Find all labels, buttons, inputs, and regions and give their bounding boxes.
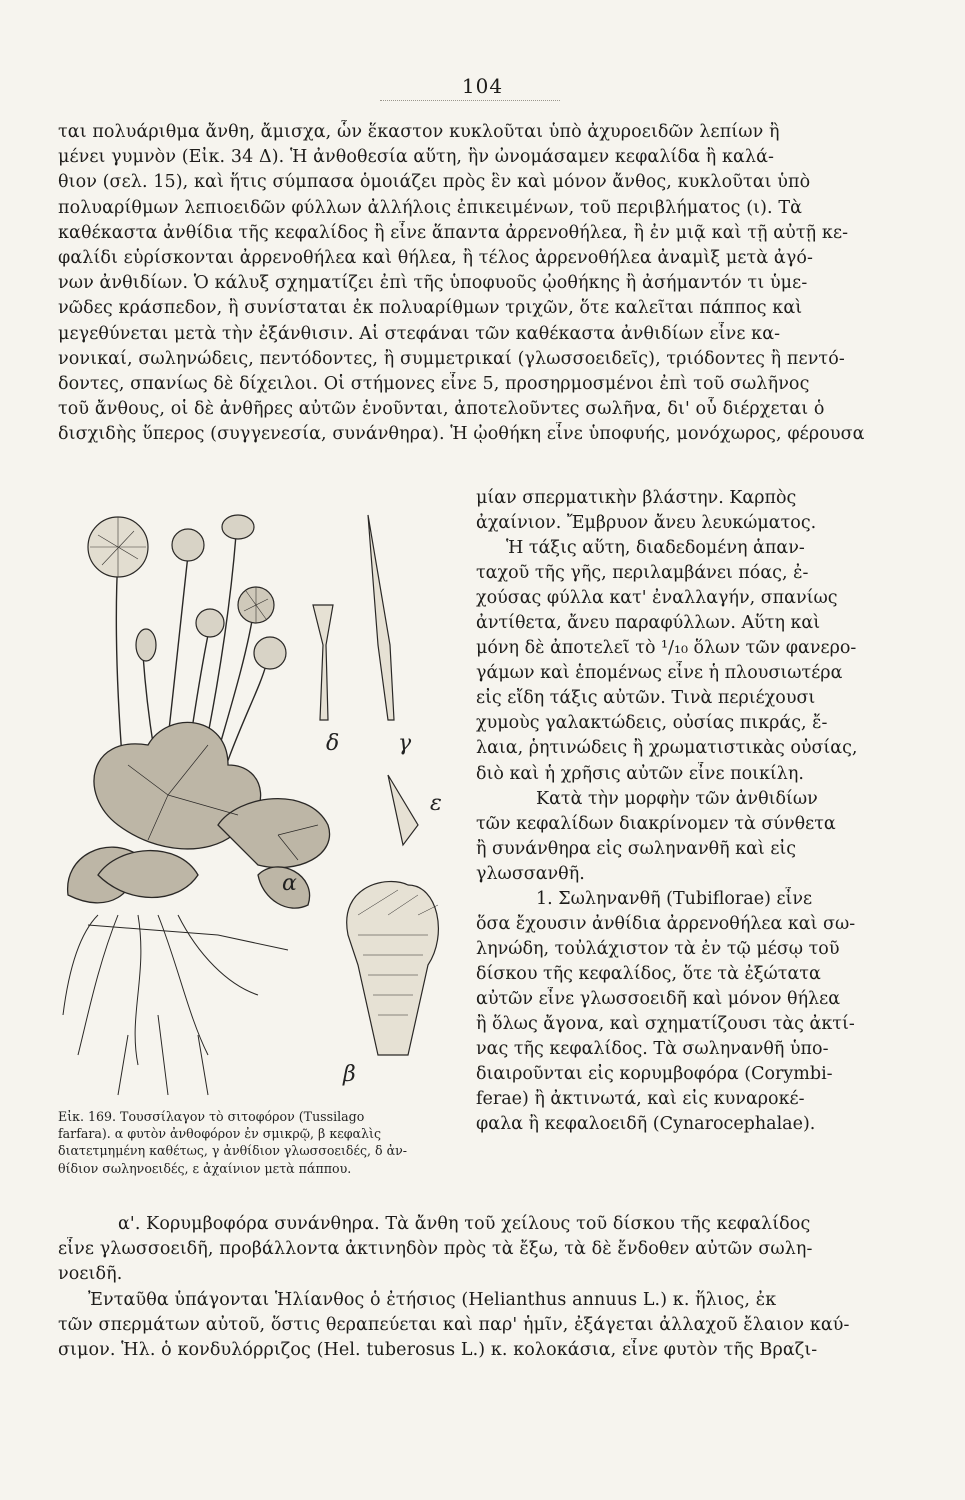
ligulate-floret [313,605,333,720]
label-epsilon: ε [430,791,442,816]
text-line: θιον (σελ. 15), καὶ ἥτις σύμπασα ὁμοιάζει πρὸς ἓν καὶ μόνον ἄνθος, κυκλοῦται ὑπὸ [58,172,811,193]
text-line: γάμων καὶ ἑπομένως εἶνε ἡ πλουσιωτέρα [476,663,843,684]
detail-drawings [313,515,438,1055]
text-line: Ἡ τάξις αὕτη, διαδεδομένη ἁπαν- [506,538,805,559]
text-line: καθέκαστα ἀνθίδια τῆς κεφαλίδος ἢ εἶνε ἅπαντα ἀρρενοθήλεα, ἢ ἐν μιᾷ καὶ τῇ αὐτῇ κε- [58,222,849,243]
text-line: ferae) ἢ ἀκτινωτά, καὶ εἰς κυναροκέ- [476,1089,805,1110]
label-beta: β [343,1062,356,1087]
caption-line: θίδιον σωληνοειδές, ε ἀχαίνιον μετὰ πάππου. [58,1160,352,1176]
right-text-column [476,486,881,1137]
text-line: διαιροῦνται εἰς κορυμβοφόρα (Corymbi- [476,1064,833,1085]
text-line: δίσκου τῆς κεφαλίδος, ὅτε τὰ ἐξώτατα [476,963,821,984]
caption-line: διατετμημένη καθέτως, γ ἀνθίδιον γλωσσοειδές, δ ἀν- [58,1143,408,1159]
text-line: γλωσσανθῆ. [476,863,585,884]
text-line: λαια, ῥητινώδεις ἢ χρωματιστικὰς οὐσίας, [476,738,858,759]
caption-line: Εἰκ. 169. Τουσσίλαγον τὸ σιτοφόρον (Tussilago [58,1109,365,1124]
text-line: πολυαρίθμων λεπιοειδῶν φύλλων ἀλλήλοις ἐπικειμένων, τοῦ περιβλήματος (ι). Τὰ [58,197,803,218]
plant-drawing [58,495,468,1115]
text-line: μένει γυμνὸν (Εἰκ. 34 Δ). Ἡ ἀνθοθεσία αὕτη, ἣν ὠνομάσαμεν κεφαλίδα ἢ καλά- [58,147,775,168]
text-line: φαλα ἢ κεφαλοειδῆ (Cynarocephalae). [476,1114,816,1135]
text-line: νας τῆς κεφαλίδος. Τὰ σωληνανθῆ ὑπο- [476,1039,829,1060]
text-line: ται πολυάριθμα ἄνθη, ἄμισχα, ὧν ἕκαστον κυκλοῦται ὑπὸ ἀχυροειδῶν λεπίων ἢ [58,122,780,142]
text-line: νονικαί, σωληνώδεις, πεντόδοντες, ἢ συμμετρικαί (γλωσσοειδεῖς), τριόδοντες ἢ πεντό- [58,348,845,369]
roots [63,915,288,1095]
caption-line: farfara). α φυτὸν ἀνθοφόρον ἐν σμικρῷ, β κεφαλὶς [58,1126,382,1142]
text-line: ἀχαίνιον. Ἔμβρυον ἄνευ λευκώματος. [476,513,817,534]
text-line: ταχοῦ τῆς γῆς, περιλαμβάνει πόας, ἐ- [476,563,809,584]
text-line: αὐτῶν εἶνε γλωσσοειδῆ καὶ μόνον θήλεα [476,988,841,1009]
text-line: Ἐνταῦθα ὑπάγονται Ἡλίανθος ὁ ἐτήσιος (Helianthus annuus L.) κ. ἥλιος, ἐκ [88,1289,777,1310]
text-line: 1. Σωληνανθῆ (Tubiflorae) εἶνε [536,888,813,909]
text-line: νοειδῆ. [58,1264,123,1285]
text-line: δισχιδὴς ὕπερος (συγγενεσία, συνάνθηρα). Ἡ ᾠοθήκη εἶνε ὑποφυής, μονόχωρος, φέρουσα [58,424,865,445]
text-line: χυμοὺς γαλακτώδεις, οὐσίας πικράς, ἔ- [476,713,828,734]
text-line: ἢ συνάνθηρα εἰς σωληνανθῆ καὶ εἰς [476,838,797,859]
tubular-floret [368,515,394,720]
text-line: τῶν σπερμάτων αὐτοῦ, ὅστις θεραπεύεται καὶ παρ' ἡμῖν, ἐξάγεται ἀλλαχοῦ ἔλαιον καύ- [58,1314,850,1335]
text-line: μόνη δὲ ἀποτελεῖ τὸ ¹/₁₀ ὅλων τῶν φανερο- [476,638,857,659]
text-line: τῶν κεφαλίδων διακρίνομεν τὰ σύνθετα [476,813,836,834]
text-line: ληνώδη, τοὐλάχιστον τὰ ἐν τῷ μέσῳ τοῦ [476,938,840,959]
achene-pappus [388,775,418,845]
header-rule [380,100,560,101]
text-line: διὸ καὶ ἡ χρῆσις αὐτῶν εἶνε ποικίλη. [476,763,804,784]
top-text-block [58,120,878,448]
text-line: τοῦ ἄνθους, οἱ δὲ ἀνθῆρες αὐτῶν ἑνοῦνται, ἀποτελοῦντες σωλῆνα, δι' οὗ διέρχεται ὁ [58,399,825,420]
label-delta: δ [326,731,340,756]
label-gamma: γ [398,731,412,756]
head-section [347,882,439,1055]
text-line: εἶνε γλωσσοειδῆ, προβάλλοντα ἀκτινηδὸν πρὸς τὰ ἔξω, τὰ δὲ ἔνδοθεν αὐτῶν σωλη- [58,1239,813,1260]
bottom-text-block [58,1212,878,1363]
text-line: νῶδες κράσπεδον, ἢ συνίσταται ἐκ πολυαρίθμων τριχῶν, ὅτε καλεῖται πάππος καὶ [58,298,803,319]
tussilago-illustration [58,495,468,1115]
page-number: 104 [461,74,504,98]
text-line: δοντες, σπανίως δὲ δίχειλοι. Οἱ στήμονες εἶνε 5, προσηρμοσμένοι ἐπὶ τοῦ σωλῆνος [58,374,810,395]
text-line: σιμον. Ἡλ. ὁ κονδυλόρριζος (Hel. tuberosus L.) κ. κολοκάσια, εἶνε φυτὸν τῆς Βραζι- [58,1340,818,1361]
text-line: ἢ ὅλως ἄγονα, καὶ σχηματίζουσι τὰς ἀκτί- [476,1013,855,1034]
text-line: ὅσα ἔχουσιν ἀνθίδια ἀρρενοθήλεα καὶ σω- [476,913,856,934]
text-line: μεγεθύνεται μετὰ τὴν ἐξάνθισιν. Αἱ στεφάναι τῶν καθέκαστα ἀνθιδίων εἶνε κα- [58,323,781,344]
text-line: χούσας φύλλα κατ' ἐναλλαγήν, σπανίως [476,588,838,609]
text-line: ἀντίθετα, ἄνευ παραφύλλων. Αὕτη καὶ [476,613,821,634]
figure-caption [58,1108,468,1177]
text-line: νων ἀνθιδίων. Ὁ κάλυξ σχηματίζει ἐπὶ τῆς ὑποφυοῦς ᾠοθήκης ἢ ἀσήμαντόν τι ὑμε- [58,273,808,294]
text-line: μίαν σπερματικὴν βλάστην. Καρπὸς [476,488,797,508]
text-line: φαλίδι εὑρίσκονται ἀρρενοθήλεα καὶ θήλεα, ἢ τέλος ἀρρενοθήλεα ἀναμὶξ μετὰ ἀγό- [58,248,814,269]
label-alpha: α [282,871,297,896]
text-line: εἰς εἴδη τάξις αὐτῶν. Τινὰ περιέχουσι [476,688,816,709]
text-line: α'. Κορυμβοφόρα συνάνθηρα. Τὰ ἄνθη τοῦ χείλους τοῦ δίσκου τῆς κεφαλίδος [118,1214,811,1234]
text-line: Κατὰ τὴν μορφὴν τῶν ἀνθιδίων [536,788,818,809]
